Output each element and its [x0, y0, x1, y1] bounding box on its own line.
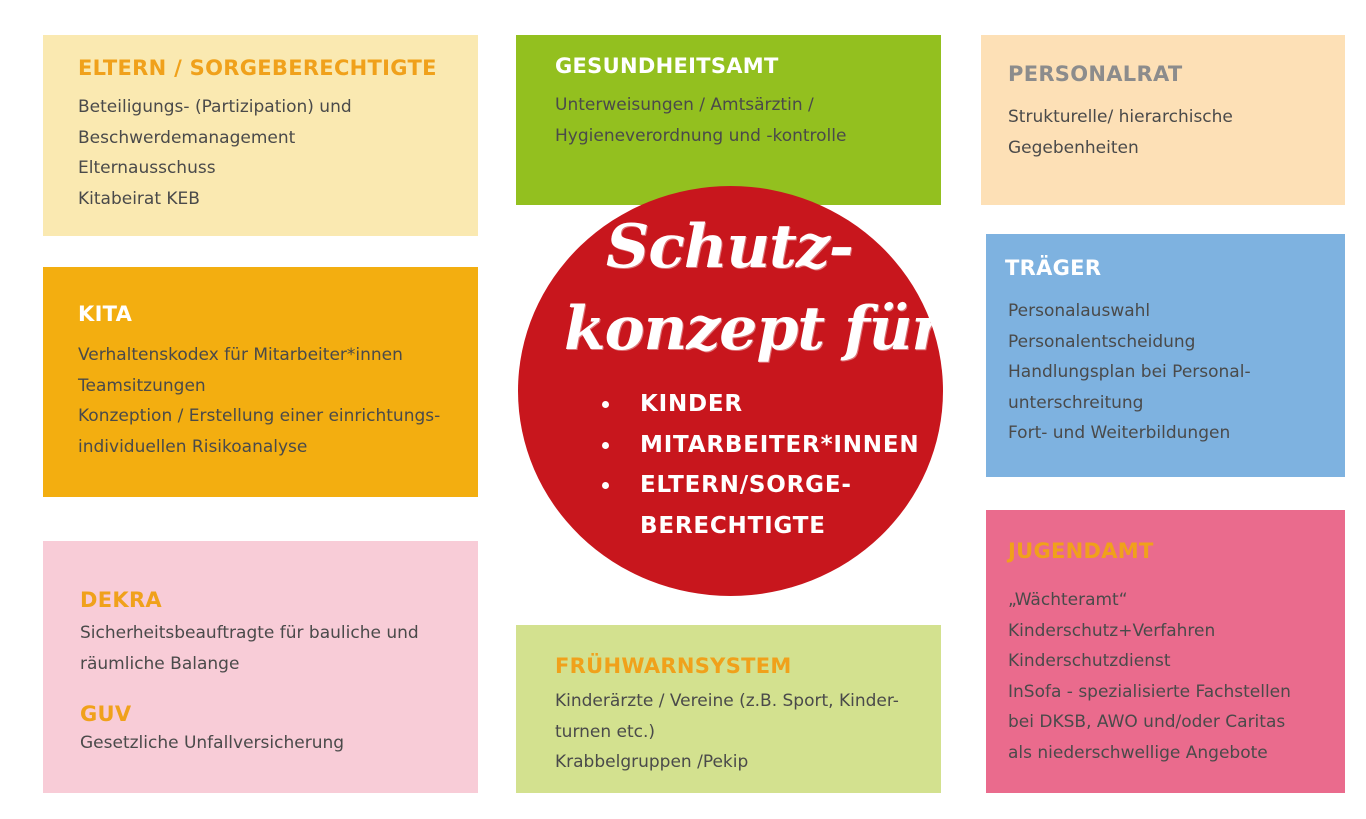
card-traeger-line: Personalentscheidung [1008, 331, 1196, 352]
card-jugendamt-line: Kinderschutzdienst [1008, 651, 1171, 671]
card-traeger-line: Personalauswahl [1008, 301, 1151, 321]
center-script-line-1: Schutz- [606, 212, 853, 282]
bullet-icon [602, 442, 609, 449]
bullet-icon [602, 482, 609, 489]
card-dekra-title: DEKRA [80, 588, 162, 612]
card-traeger-line: Fort- und Weiterbildungen [1008, 423, 1231, 443]
card-eltern-line: Elternausschuss [78, 158, 216, 178]
center-list [602, 384, 919, 546]
card-kita-line: Konzeption / Erstellung einer einrichtungs- [78, 406, 441, 426]
card-traeger-line: Handlungsplan bei Personal- [1008, 362, 1251, 382]
card-traeger-title: TRÄGER [1005, 256, 1102, 280]
card-jugendamt-line: bei DKSB, AWO und/oder Caritas [1008, 712, 1286, 732]
card-personalrat-title: PERSONALRAT [1008, 62, 1183, 86]
card-eltern-line: Beteiligungs- (Partizipation) und [78, 97, 352, 117]
card-traeger-line: unterschreitung [1008, 392, 1144, 413]
center-list-item [602, 465, 919, 506]
card-guv-lines [80, 728, 344, 759]
card-dekra-lines [80, 618, 419, 679]
card-gesundheitsamt-line: Hygieneverordnung und -kontrolle [555, 125, 847, 146]
center-list-item [602, 506, 919, 547]
center-list-item-label: BERECHTIGTE [640, 512, 826, 539]
card-kita-line: Teamsitzungen [78, 375, 206, 396]
center-list-item-label: KINDER [640, 391, 743, 417]
card-kita-lines [78, 340, 440, 462]
card-traeger-lines [1008, 296, 1251, 449]
bullet-icon [602, 401, 609, 408]
card-eltern-line: Beschwerdemanagement [78, 127, 296, 148]
card-jugendamt-lines [1008, 585, 1291, 768]
center-list-item [602, 425, 919, 466]
card-jugendamt-line: Kinderschutz+Verfahren [1008, 620, 1216, 641]
card-personalrat-lines [1008, 102, 1233, 163]
card-jugendamt-line: „Wächteramt“ [1008, 590, 1128, 610]
card-fruehwarnsystem-line: Krabbelgruppen /Pekip [555, 752, 749, 772]
card-gesundheitsamt-lines [555, 90, 846, 151]
card-guv-line: Gesetzliche Unfallversicherung [80, 733, 345, 753]
center-script-line-2: konzept für [564, 294, 943, 364]
card-eltern-title: ELTERN / SORGEBERECHTIGTE [78, 56, 437, 80]
card-eltern-lines [78, 92, 352, 214]
card-jugendamt-line: als niederschwellige Angebote [1008, 742, 1268, 763]
card-fruehwarnsystem-lines [555, 686, 899, 778]
card-jugendamt-line: InSofa - spezialisierte Fachstellen [1008, 681, 1291, 702]
card-fruehwarnsystem-line: turnen etc.) [555, 721, 656, 742]
card-gesundheitsamt-line: Unterweisungen / Amtsärztin / [555, 95, 814, 115]
card-kita-line: individuellen Risikoanalyse [78, 436, 308, 457]
card-kita-title: KITA [78, 302, 133, 326]
center-list-item-label: ELTERN/SORGE- [640, 472, 852, 498]
card-personalrat-line: Strukturelle/ hierarchische [1008, 107, 1233, 127]
center-list-item [602, 384, 919, 425]
card-jugendamt-title: JUGENDAMT [1008, 539, 1154, 563]
card-dekra-line: räumliche Balange [80, 653, 240, 674]
card-fruehwarnsystem-title: FRÜHWARNSYSTEM [555, 654, 792, 678]
card-eltern-line: Kitabeirat KEB [78, 188, 200, 209]
card-guv-title: GUV [80, 702, 132, 726]
card-personalrat-line: Gegebenheiten [1008, 137, 1139, 158]
card-gesundheitsamt-title: GESUNDHEITSAMT [555, 54, 779, 78]
card-kita-line: Verhaltenskodex für Mitarbeiter*innen [78, 345, 403, 365]
card-dekra-line: Sicherheitsbeauftragte für bauliche und [80, 623, 419, 643]
center-list-item-label: MITARBEITER*INNEN [640, 431, 920, 458]
card-fruehwarnsystem-line: Kinderärzte / Vereine (z.B. Sport, Kinder- [555, 691, 899, 711]
